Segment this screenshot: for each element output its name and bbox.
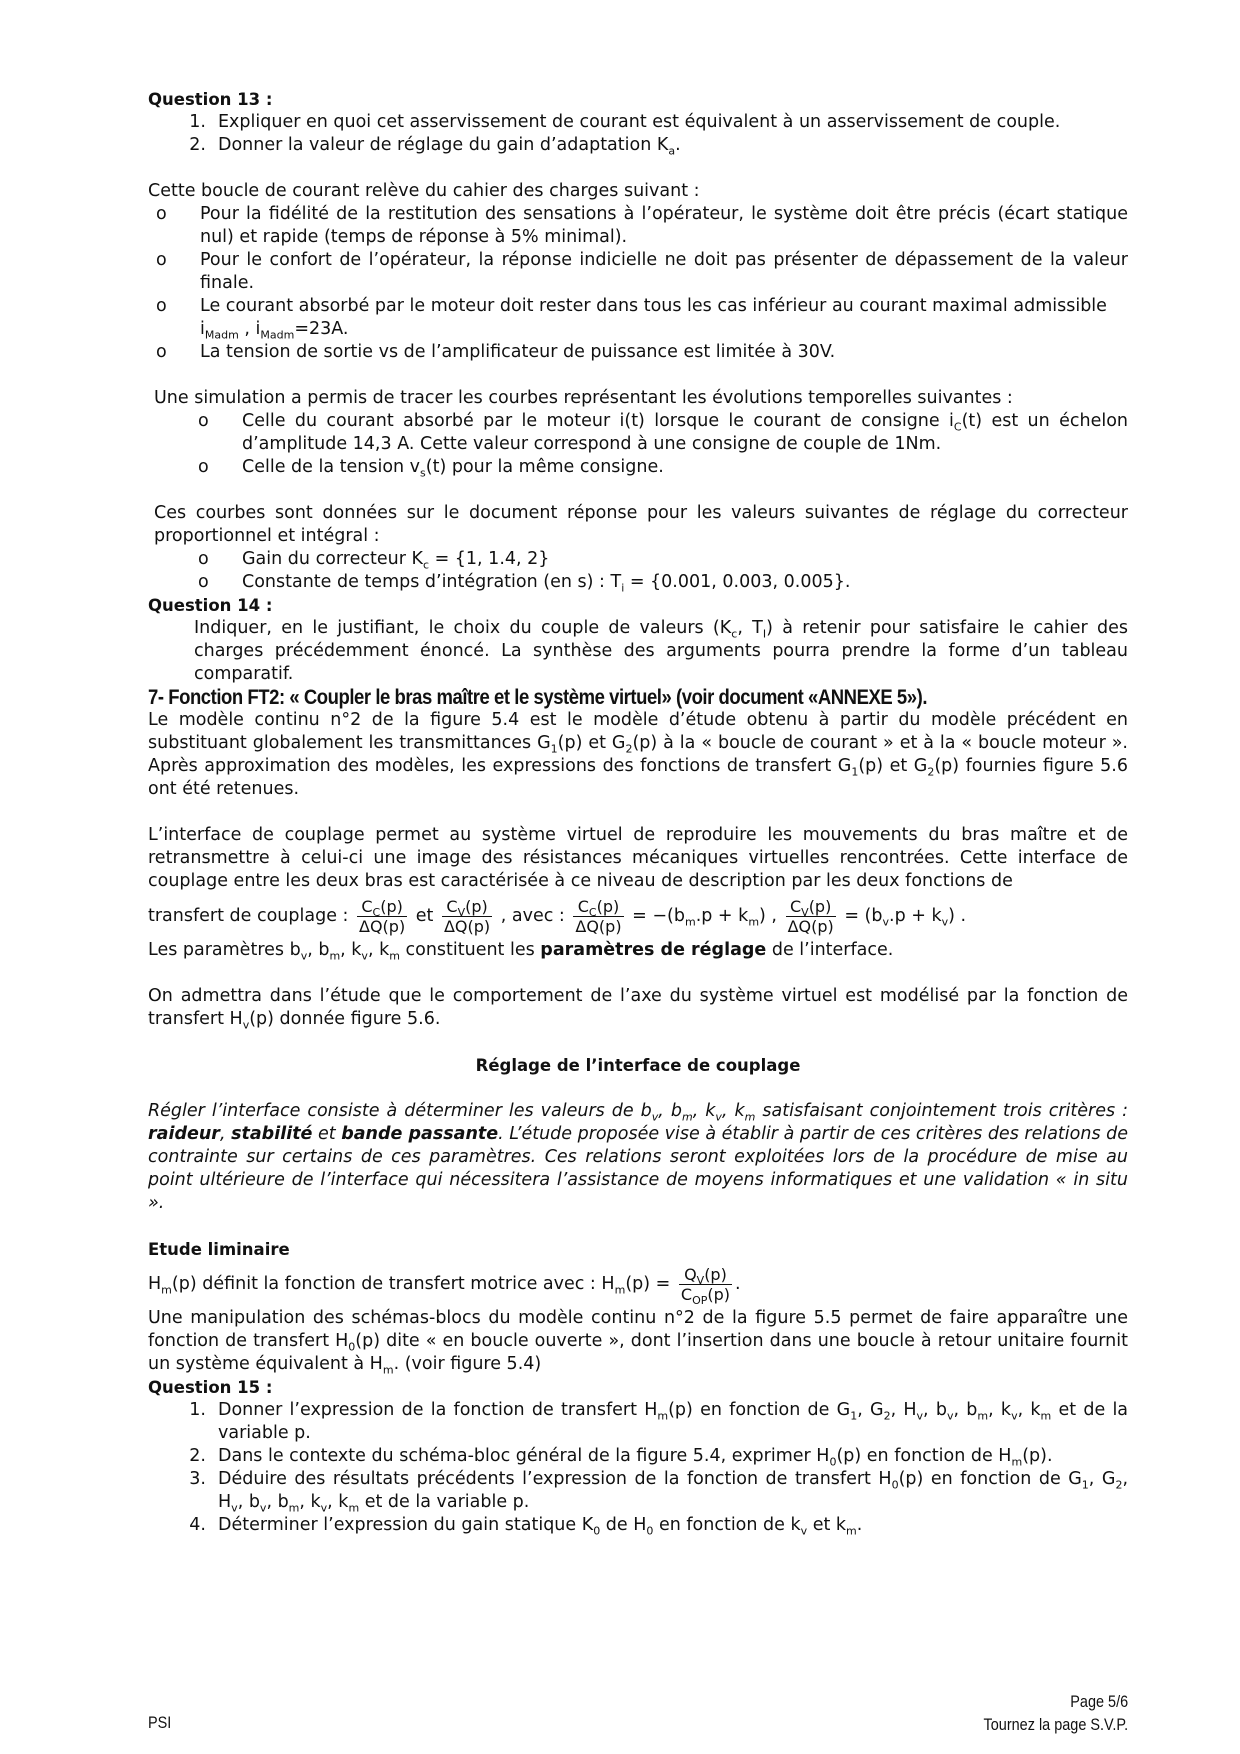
question-14-text: Indiquer, en le justifiant, le choix du couple de valeurs ($K_c$, $T_I$) à retenir pour satisfaire le cahier des charges précédemment énoncé. La synthèse des arguments pourra prendre la forme d’un tableau comparatif. bbox=[194, 618, 1128, 684]
section-7-paragraph-4: On admettra dans l’étude que le comportement de l’axe du système virtuel est modélisé par la fonction de transfert $H_v(p)$ donnée figure 5.6. bbox=[148, 986, 1128, 1032]
reglage-paragraph: Régler l’interface consiste à déterminer les valeurs de $b_v$, $b_m$, $k_v$, $k_m$ satisfaisant conjointement trois critères : raideur, stabilité et bande passante. L’étude proposée vise à établir à partir de ces critères des relations de contrainte sur certains de ces paramètres. Ces relations seront exploitées lors de la procédure de mise au point ultérieure de l’interface qui nécessitera l’assistance de moyens informatiques et une validation « in situ ». bbox=[148, 1101, 1129, 1213]
bullet-icon: o bbox=[198, 457, 209, 477]
list-item: o Gain du correcteur $K_c = \{1$, 1.4, 2} bbox=[190, 548, 1128, 571]
section-7-title: 7- Fonction FT2: « Coupler le bras maître et le système virtuel» (voir document «ANNEXE 5»). bbox=[148, 686, 928, 709]
list-item: o Pour la fidélité de la restitution des sensations à l’opérateur, le système doit être précis (écart statique nul) et rapide (temps de réponse à 5% minimal). bbox=[148, 203, 1128, 249]
courbes-list bbox=[190, 548, 1128, 594]
bullet-icon: o bbox=[156, 204, 167, 224]
list-item: o Le courant absorbé par le moteur doit rester dans tous les cas inférieur au courant maximal admissible $i_{Madm}$ , $i_{Madm}=23A$. bbox=[148, 295, 1128, 341]
fraction-cc: $\frac{C_C(p)}{\Delta Q(p)}$ bbox=[359, 896, 406, 936]
section-7-paragraph-2: L’interface de couplage permet au système virtuel de reproduire les mouvements du bras maître et de retransmettre à celui-ci une image des résistances mécaniques virtuelles rencontrées. Cette interface de couplage entre les deux bras est caractérisée à ce niveau de description par les deux fonctions de bbox=[148, 825, 1128, 891]
etude-title: Etude liminaire bbox=[148, 1240, 290, 1259]
list-item bbox=[148, 111, 1128, 134]
list-item: o Celle de la tension $v_s(t)$ pour la même consigne. bbox=[190, 456, 1128, 479]
cdc-list bbox=[148, 203, 1128, 364]
question-14-title: Question 14 : bbox=[148, 596, 273, 615]
bullet-icon: o bbox=[156, 342, 167, 362]
fraction-hm: $\frac{Q_V(p)}{C_{OP}(p)}$ bbox=[680, 1264, 730, 1307]
coupling-formula: transfert de couplage : $\frac{C_C(p)}{\Delta Q(p)}$ et $\frac{C_V(p)}{\Delta Q(p)}$ , avec : $\frac{C_C(p)}{\Delta Q(p)}$ = $-(b_m.p + k_m)$ , $\frac{C_V(p)}{\Delta Q(p)}$ = $(b_v.p + k_v)$ . bbox=[148, 896, 967, 936]
question-15-title: Question 15 : bbox=[148, 1378, 273, 1397]
etude-paragraph: Une manipulation des schémas-blocs du modèle continu n°2 de la figure 5.5 permet de faire apparaître une fonction de transfert $H_0(p)$ dite « en boucle ouverte », dont l’insertion dans une boucle à retour unitaire fournit un système équivalent à $H_m$. (voir figure 5.4) bbox=[148, 1308, 1128, 1377]
section-7-paragraph-1: Le modèle continu n°2 de la figure 5.4 est le modèle d’étude obtenu à partir du modèle précédent en substituant globalement les transmittances $G_1(p)$ et $G_2(p)$ à la « boucle de courant » et à la « boucle moteur ». Après approximation des modèles, les expressions des fonctions de transfert $G_1(p)$ et $G_2(p)$ fournies figure 5.6 ont été retenues. bbox=[148, 710, 1128, 799]
fraction-cv: $\frac{C_V(p)}{\Delta Q(p)}$ bbox=[443, 896, 491, 936]
list-item: o Pour le confort de l’opérateur, la réponse indicielle ne doit pas présenter de dépassement de la valeur finale. bbox=[148, 249, 1128, 295]
reglage-title: Réglage de l’interface de couplage bbox=[475, 1056, 801, 1075]
question-13-title: Question 13 : bbox=[148, 90, 273, 109]
section-7-paragraph-3: Les paramètres $b_v$, $b_m$, $k_v$, $k_m$ constituent les paramètres de réglage de l’interface. bbox=[148, 940, 894, 963]
page-content bbox=[148, 88, 1128, 1537]
bullet-icon: o bbox=[198, 549, 209, 569]
question-15-list bbox=[148, 1399, 1128, 1537]
footer-psi: PSI bbox=[148, 1713, 172, 1732]
list-item: 4. Déterminer l’expression du gain statique $K_0$ de $H_0$ en fonction de $k_v$ et $k_m$. bbox=[189, 1515, 863, 1538]
courbes-intro: Ces courbes sont données sur le document réponse pour les valeurs suivantes de réglage du correcteur proportionnel et intégral : bbox=[154, 503, 1128, 546]
bullet-icon: o bbox=[156, 296, 167, 316]
question-13-list bbox=[148, 111, 1128, 157]
item-number: 2. bbox=[189, 135, 206, 155]
item-text: Expliquer en quoi cet asservissement de courant est équivalent à un asservissement de couple. bbox=[218, 112, 1061, 132]
list-item: 2. Dans le contexte du schéma-bloc général de la figure 5.4, exprimer $H_0(p)$ en fonction de $H_m(p)$. bbox=[189, 1446, 1053, 1469]
list-item: o Celle du courant absorbé par le moteur i(t) lorsque le courant de consigne $i_C(t)$ est un échelon d’amplitude 14,3 A. Cette valeur correspond à une consigne de couple de 1Nm. bbox=[190, 410, 1128, 456]
simulation-list bbox=[190, 410, 1128, 479]
bullet-icon: o bbox=[198, 411, 209, 431]
list-item: 1. Donner l’expression de la fonction de transfert $H_m(p)$ en fonction de $G_1$, $G_2$, $H_v$, $b_v$, $b_m$, $k_v$, $k_m$ et de la variable p. bbox=[189, 1400, 1129, 1443]
page-number: Page 5/6 bbox=[1070, 1692, 1128, 1711]
list-item: 3. Déduire des résultats précédents l’expression de la fonction de transfert $H_0(p)$ en fonction de $G_1$, $G_2$, $H_v$, $b_v$, $b_m$, $k_v$, $k_m$ et de la variable p. bbox=[189, 1469, 1129, 1515]
fraction-cc-eq: $\frac{C_C(p)}{\Delta Q(p)}$ bbox=[575, 896, 622, 936]
bullet-icon: o bbox=[198, 572, 209, 592]
list-item: o La tension de sortie vs de l’amplificateur de puissance est limitée à 30V. bbox=[148, 341, 1128, 364]
hm-definition: $H_m(p)$ définit la fonction de transfert motrice avec : $H_m(p)$ = $\frac{Q_V(p)}{C_{OP}(p)}$ . bbox=[148, 1264, 741, 1307]
item-text: Donner la valeur de réglage du gain d’adaptation $K_a$. bbox=[218, 135, 681, 158]
simulation-intro: Une simulation a permis de tracer les courbes représentant les évolutions temporelles suivantes : bbox=[154, 388, 1013, 408]
list-item bbox=[148, 134, 1128, 157]
footer-page-info bbox=[983, 1690, 1128, 1736]
fraction-cv-eq: $\frac{C_V(p)}{\Delta Q(p)}$ bbox=[787, 896, 834, 936]
bullet-icon: o bbox=[156, 250, 167, 270]
turn-page-note: Tournez la page S.V.P. bbox=[983, 1715, 1128, 1734]
cdc-intro: Cette boucle de courant relève du cahier des charges suivant : bbox=[148, 181, 700, 201]
list-item: o Constante de temps d’intégration (en s) : $T_i = \{0.001$, 0.003, 0.005}. bbox=[190, 571, 1128, 594]
item-number: 1. bbox=[189, 112, 206, 132]
